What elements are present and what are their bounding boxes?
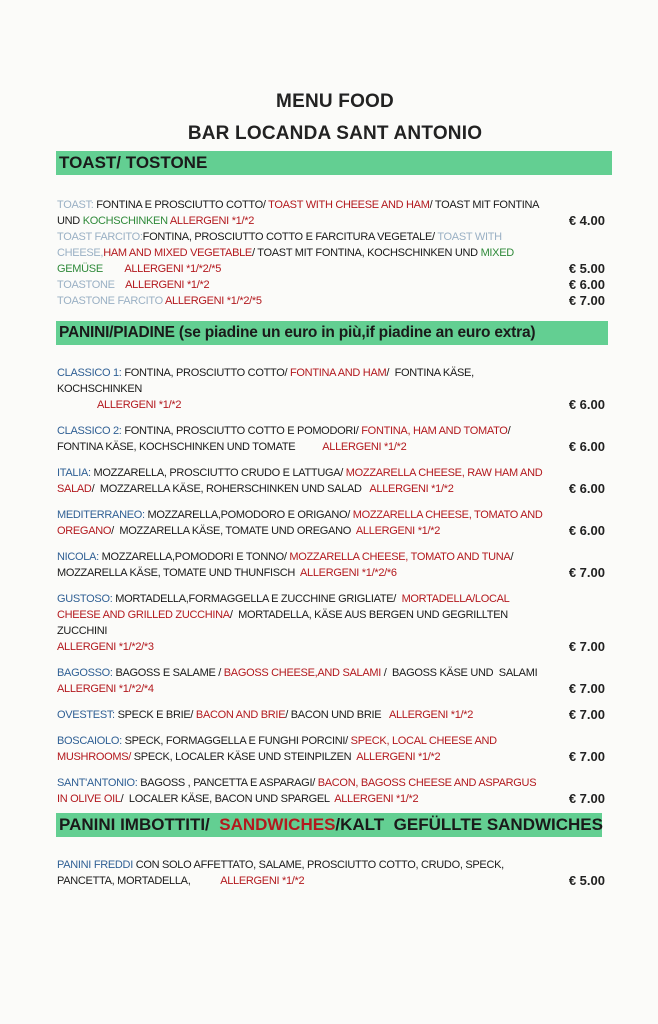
item-text: MOZZARELLA KÄSE, TOMATE UND OREGANO — [119, 525, 356, 537]
highlight-text: ALLERGENI *1/*2/*3 — [57, 641, 154, 653]
item-text: BAGOSS E SALAME / — [115, 667, 224, 679]
section-header-sandwiches — [56, 813, 602, 837]
highlight-text: BAGOSS CHEESE,AND SALAMI — [223, 667, 381, 679]
menu-item — [57, 229, 613, 277]
item-text: TOAST WITH CHEESE, — [57, 231, 505, 259]
section-items-sandwiches — [57, 857, 613, 889]
item-text: CON SOLO AFFETTATO, SALAME, PROSCIUTTO COTTO, CRUDO, SPECK, PANCETTA, MORTADELLA, — [57, 859, 507, 887]
item-text: FONTINA, PROSCIUTTO COTTO/ — [124, 367, 290, 379]
menu-item — [57, 365, 613, 413]
section-header-panini — [56, 321, 608, 345]
section-title-text: PANINI IMBOTTITI/ — [59, 815, 220, 834]
highlight-text: FONTINA AND HAM — [290, 367, 387, 379]
item-text: SPECK, LOCALER KÄSE UND STEINPILZEN — [131, 751, 357, 763]
item-name: ITALIA: — [57, 467, 94, 479]
highlight-text: ALLERGENI *1/*2/*5 — [102, 263, 222, 275]
item-text: MORTADELLA,FORMAGGELLA E ZUCCHINE GRIGLIATE/ — [115, 593, 402, 605]
highlight-text: MOZZARELLA CHEESE, TOMATO AND TUNA — [289, 551, 511, 563]
section-items-panini — [57, 365, 613, 807]
item-text: / MOZZARELLA KÄSE, TOMATE UND THUNFISCH — [57, 551, 516, 579]
item-text: KOCHSCHINKEN — [82, 215, 170, 227]
item-price: € 7.00 — [568, 565, 605, 580]
highlight-text: MOZZARELLA CHEESE, RAW HAM AND SALAD — [57, 467, 546, 495]
item-text: TOAST: — [57, 199, 97, 211]
highlight-text: ALLERGENI *1/*2 — [169, 215, 255, 227]
item-text: FONTINA, PROSCIUTTO COTTO E POMODORI/ — [124, 425, 362, 437]
item-text: / MORTADELLA, KÄSE AUS BERGEN UND GEGRILLTEN ZUCCHINI — [57, 609, 511, 637]
highlight-text: MOZZARELLA CHEESE, TOMATO AND OREGANO — [57, 509, 546, 537]
item-text: TOASTONE — [57, 279, 126, 291]
item-price: € 7.00 — [568, 639, 605, 654]
highlight-text: ALLERGENI *1/*2/*6 — [299, 567, 397, 579]
highlight-text: SPECK, LOCAL CHEESE AND MUSHROOMS/ — [57, 735, 500, 763]
section-title-text: /KALT GEFÜLLTE SANDWICHES — [335, 815, 603, 834]
item-price: € 7.00 — [568, 707, 605, 722]
item-name: NICOLA: — [57, 551, 102, 563]
item-text: / BACON UND BRIE — [285, 709, 389, 721]
item-text: / — [111, 525, 120, 537]
menu-item — [57, 293, 613, 309]
menu-item — [57, 733, 613, 765]
item-price: € 6.00 — [568, 523, 605, 538]
item-text: MIXED GEMÜSE — [57, 247, 517, 275]
item-price: € 5.00 — [568, 261, 605, 276]
menu-item — [57, 707, 613, 723]
highlight-text: ALLERGENI *1/*2 — [125, 279, 210, 291]
item-text: / TOAST MIT FONTINA, KOCHSCHINKEN UND — [251, 247, 481, 259]
item-name: PANINI FREDDI — [57, 859, 136, 871]
item-text: MOZZARELLA,POMODORO E ORIGANO/ — [147, 509, 353, 521]
highlight-text: MORTADELLA/LOCAL CHEESE AND GRILLED ZUCCHINA — [57, 593, 512, 621]
highlight-text: ALLERGENI *1/*2 — [355, 525, 441, 537]
menu-item — [57, 775, 613, 807]
restaurant-name: BAR LOCANDA SANT ANTONIO — [187, 123, 483, 144]
item-price: € 6.00 — [568, 439, 605, 454]
menu-item — [57, 591, 613, 655]
highlight-text: ALLERGENI *1/*2 — [388, 709, 474, 721]
menu-item — [57, 665, 613, 697]
highlight-text: ALLERGENI *1/*2/*4 — [57, 683, 154, 695]
item-text: / LOCALER KÄSE, BACON UND SPARGEL — [120, 793, 335, 805]
item-price: € 6.00 — [568, 277, 605, 292]
highlight-text: ALLERGENI *1/*2/*5 — [164, 295, 262, 307]
item-name: OVESTEST: — [57, 709, 118, 721]
highlight-text: ALLERGENI *1/*2 — [97, 399, 182, 411]
menu-item — [57, 507, 613, 539]
item-price: € 6.00 — [568, 397, 605, 412]
item-name: BOSCAIOLO: — [57, 735, 125, 747]
item-price: € 7.00 — [568, 749, 605, 764]
section-items-toast — [57, 197, 613, 309]
menu-title: MENU FOOD — [276, 91, 394, 112]
highlight-text: ALLERGENI *1/*2 — [369, 483, 454, 495]
highlight-text: TOAST WITH CHEESE AND HAM — [268, 199, 430, 211]
menu-item — [57, 549, 613, 581]
menu-item — [57, 277, 613, 293]
menu-item — [57, 857, 613, 889]
item-text: MOZZARELLA,POMODORI E TONNO/ — [101, 551, 290, 563]
item-text: / FONTINA KÄSE, KOCHSCHINKEN UND TOMATE — [57, 425, 516, 453]
item-text: / TOAST MIT FONTINA UND — [57, 199, 542, 227]
item-text: SPECK, FORMAGGELLA E FUNGHI PORCINI/ — [124, 735, 351, 747]
highlight-text: BACON AND BRIE — [195, 709, 286, 721]
highlight-text: BACON, BAGOSS CHEESE AND ASPARGUS IN OLIVE OIL — [57, 777, 540, 805]
item-text: FONTINA, PROSCIUTTO COTTO E FARCITURA VEGETALE/ — [142, 231, 438, 243]
item-text: / MOZZARELLA KÄSE, ROHERSCHINKEN UND SALAD — [91, 483, 370, 495]
highlight-text: ALLERGENI *1/*2 — [334, 793, 419, 805]
menu-item — [57, 465, 613, 497]
item-name: MEDITERRANEO: — [57, 509, 148, 521]
item-text: FONTINA E PROSCIUTTO COTTO/ — [96, 199, 269, 211]
item-text: MOZZARELLA, PROSCIUTTO CRUDO E LATTUGA/ — [93, 467, 346, 479]
item-name: CLASSICO 2: — [57, 425, 125, 437]
section-title-text: SANDWICHES — [219, 815, 336, 834]
highlight-text: FONTINA, HAM AND TOMATO — [361, 425, 508, 437]
highlight-text: ALLERGENI *1/*2 — [322, 441, 407, 453]
item-name: GUSTOSO: — [57, 593, 116, 605]
highlight-text: HAM AND MIXED VEGETABLE — [103, 247, 252, 259]
section-title-text: PANINI/PIADINE (se piadine un euro in più,if piadine an euro extra) — [59, 324, 536, 341]
item-price: € 4.00 — [568, 213, 605, 228]
item-text: / FONTINA KÄSE, KOCHSCHINKEN — [57, 367, 477, 395]
highlight-text: ALLERGENI *1/*2 — [356, 751, 441, 763]
menu-item — [57, 197, 613, 229]
menu-item — [57, 423, 613, 455]
section-header-toast — [56, 151, 612, 175]
item-text: BAGOSS , PANCETTA E ASPARAGI/ — [140, 777, 318, 789]
item-name: CLASSICO 1: — [57, 367, 125, 379]
item-price: € 7.00 — [568, 681, 605, 696]
item-price: € 7.00 — [568, 791, 605, 806]
item-price: € 6.00 — [568, 481, 605, 496]
item-name: BAGOSSO: — [57, 667, 116, 679]
highlight-text: ALLERGENI *1/*2 — [220, 875, 305, 887]
item-price: € 5.00 — [568, 873, 605, 888]
item-name: SANT'ANTONIO: — [57, 777, 141, 789]
item-text: / BAGOSS KÄSE UND SALAMI — [381, 667, 538, 679]
item-text: TOASTONE FARCITO — [57, 295, 165, 307]
item-text: SPECK E BRIE/ — [117, 709, 196, 721]
section-title-text: TOAST/ TOSTONE — [59, 153, 208, 172]
item-price: € 7.00 — [568, 293, 605, 308]
item-text: TOAST FARCITO: — [57, 231, 143, 243]
